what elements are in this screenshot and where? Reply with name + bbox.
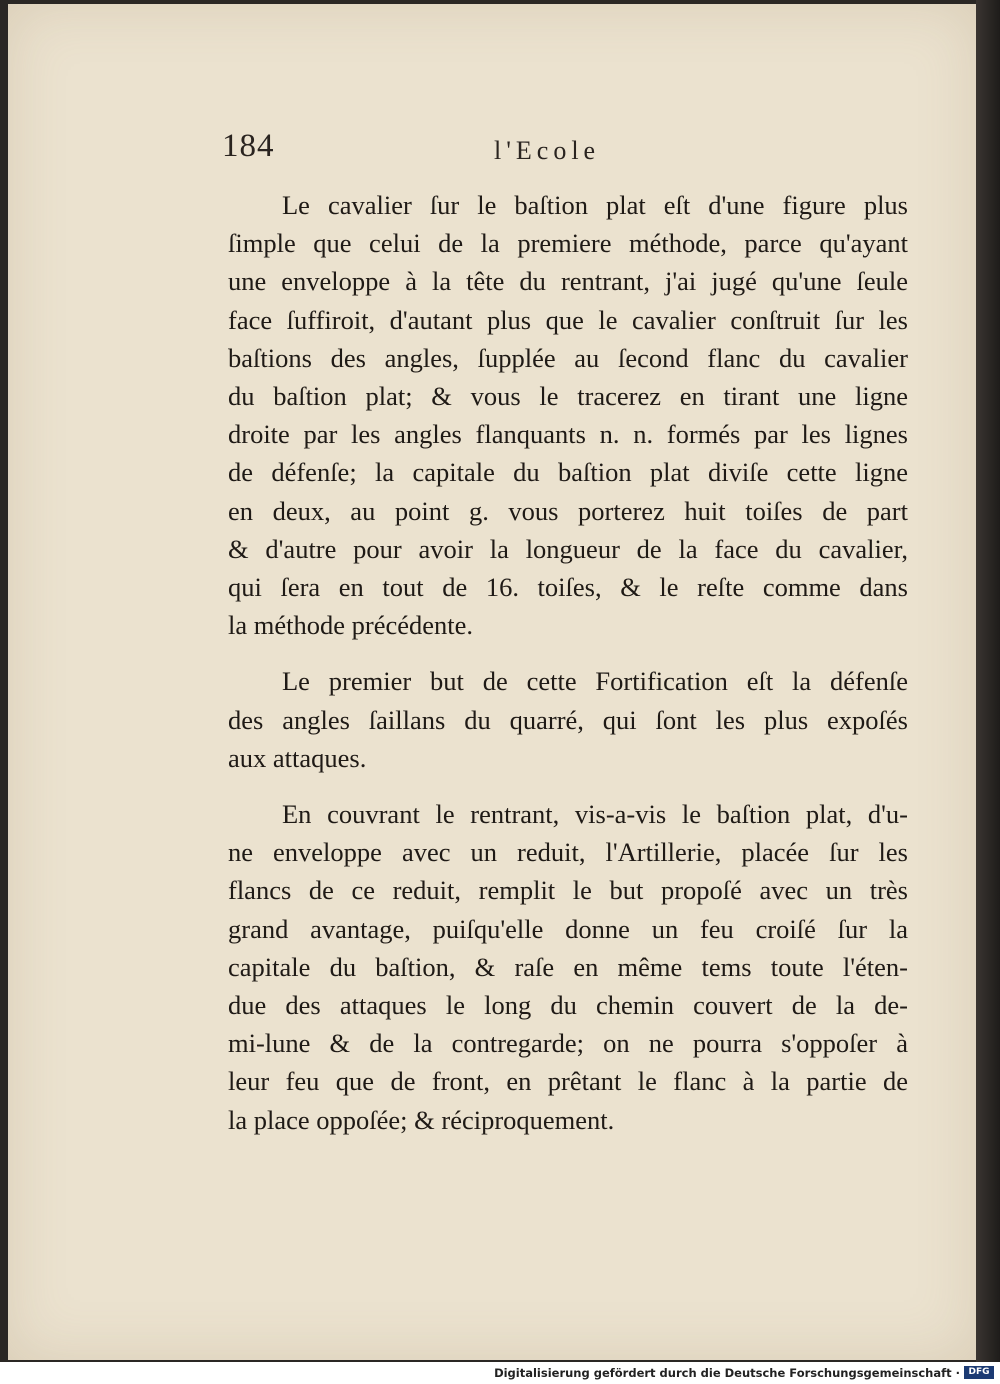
text-line: due des attaques le long du chemin couvert de la de- <box>228 990 908 1021</box>
paragraph <box>228 795 908 1139</box>
text-line: la méthode précédente. <box>228 610 473 641</box>
text-line: Le cavalier ſur le baſtion plat eſt d'une figure plus <box>282 190 908 220</box>
text-line: capitale du baſtion, & raſe en même tems toute l'éten- <box>228 951 908 982</box>
text-line: en deux, au point g. vous porterez huit toiſes de part <box>228 495 908 526</box>
scan-edge <box>976 0 1000 1362</box>
text-line: une enveloppe à la tête du rentrant, j'ai jugé qu'une ſeule <box>228 266 908 297</box>
dfg-logo: DFG <box>964 1366 994 1379</box>
text-line: Le premier but de cette Fortification eſt la défenſe <box>282 666 908 697</box>
text-line: aux attaques. <box>228 742 367 773</box>
running-head: l'Ecole <box>494 136 601 165</box>
funding-credit: Digitalisierung gefördert durch die Deutsche Forschungsgemeinschaft · <box>494 1366 960 1380</box>
text-line: & d'autre pour avoir la longueur de la face du cavalier, <box>228 533 908 564</box>
text-line: mi-lune & de la contregarde; on ne pourra s'oppoſer à <box>228 1028 908 1059</box>
text-line: leur feu que de front, en prêtant le flanc à la partie de <box>228 1066 908 1097</box>
page-number: 184 <box>222 128 275 164</box>
paragraph <box>228 662 908 777</box>
text-line: ſimple que celui de la premiere méthode, parce qu'ayant <box>228 228 908 259</box>
text-line: des angles ſaillans du quarré, qui ſont les plus expoſés <box>228 704 908 735</box>
text-line: En couvrant le rentrant, vis-a-vis le baſtion plat, d'u- <box>282 799 908 830</box>
text-line: baſtions des angles, ſupplée au ſecond flanc du cavalier <box>228 342 908 373</box>
text-line: grand avantage, puiſqu'elle donne un feu croiſé ſur la <box>228 913 908 944</box>
text-line: la place oppoſée; & réciproquement. <box>228 1104 615 1135</box>
paragraph <box>228 186 908 644</box>
text-line: face ſuffiroit, d'autant plus que le cavalier conſtruit ſur les <box>228 304 908 335</box>
text-line: ne enveloppe avec un reduit, l'Artillerie, placée ſur les <box>228 837 908 868</box>
text-line: flancs de ce reduit, remplit le but propoſé avec un très <box>228 875 908 906</box>
text-line: droite par les angles flanquants n. n. formés par les lignes <box>228 419 908 450</box>
text-line: du baſtion plat; & vous le tracerez en tirant une ligne <box>228 381 908 412</box>
text-line: qui ſera en tout de 16. toiſes, & le reſte comme dans <box>228 572 908 603</box>
footer-bar <box>0 1362 1000 1384</box>
page-header <box>0 128 1000 178</box>
body-text <box>228 186 908 1157</box>
text-line: de défenſe; la capitale du baſtion plat diviſe cette ligne <box>228 457 908 488</box>
